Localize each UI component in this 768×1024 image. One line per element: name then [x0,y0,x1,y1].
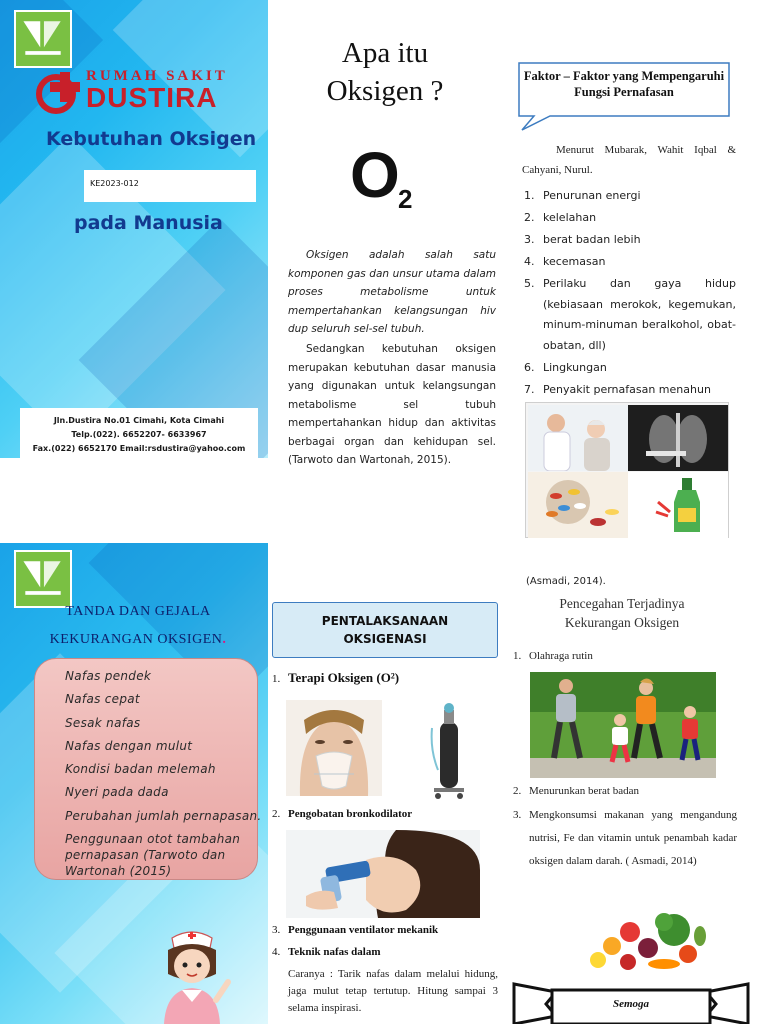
factors-heading: Faktor – Faktor yang Mempengaruhi Fungsi Pernafasan [523,69,725,99]
list-item: 2. kelelahan [524,211,597,224]
list-item: Penggunaan otot tambahan pernapasan (Tarwoto dan Wartonah (2015) [65,832,241,879]
intro-paragraph-2: Sedangkan kebutuhan oksigen merupakan kebutuhan dasar manusia yang digunakan untuk kelangsungan metabolisme sel tubuh mempertahankan hidup dan aktivitas berbagai organ dan kehidupan sel. (Tarwoto dan Wartonah, 2015). [288,343,496,466]
brand-subtitle: RUMAH SAKIT [86,68,228,84]
cover-title-line2: pada Manusia [74,212,223,234]
list-item: 5. Perilaku dan gaya hidup (kebiasaan merokok, kegemukan, minum-minuman beralkohol, obat-obatan, dll) [524,277,736,352]
intro-title: Apa itu Oksigen ? [326,37,444,107]
doctor-patient-image [528,405,628,471]
family-jogging-image [530,672,716,778]
alcohol-bottle-image [628,472,728,538]
treatment-item-oxygen: 1. Terapi Oksigen (O²) [272,670,400,685]
inhaler-image [286,830,480,918]
document-code: KE2023-012 [84,170,256,202]
list-item: 1. Penurunan energi [524,189,641,202]
green-logo-icon [14,10,72,68]
factors-image-grid [525,402,729,538]
oxygen-mask-image [286,700,382,796]
list-item: Kondisi badan melemah [65,762,216,777]
list-item: 3. berat badan lebih [524,233,641,246]
address-line: Jln.Dustira No.01 Cimahi, Kota Cimahi [53,416,225,425]
treatment-heading: PENTALAKSANAAN OKSIGENASI [272,602,498,658]
list-item: 4. kecemasan [524,255,606,268]
treatment-item-bronchodilator: 2. Pengobatan bronkodilator [272,808,413,820]
brand-name: DUSTIRA [86,82,218,113]
prevention-item-exercise: 1. Olahraga rutin [513,650,593,662]
symptoms-heading: TANDA DAN GEJALA KEKURANGAN OKSIGEN. [49,604,227,647]
pills-image [528,472,628,538]
treatment-item-deep-breathing: 4. Teknik nafas dalam [272,946,381,958]
closing-banner [512,980,750,1024]
factors-source: Menurut Mubarak, Wahit Iqbal & Cahyani, Nurul. [522,144,736,176]
address-block [20,408,258,458]
oxygen-tank-image [428,700,468,800]
vegetables-image [578,904,714,980]
list-item: 6. Lingkungan [524,360,607,374]
breathing-instructions: Caranya : Tarik nafas dalam melalui hidung, jaga mulut tetap tertutup. Hitung sampai 3 selama inspirasi. [288,968,498,1014]
nurse-illustration [150,928,234,1024]
intro-paragraph-1: Oksigen adalah salah satu komponen gas dan unsur utama dalam proses metabolisme untuk mempertahankan kelangsungan hiv dup seluruh sel-sel tubuh. [288,249,496,335]
fax-email-line: Fax.(022) 6652170 Email:rsdustira@yahoo.com [32,444,246,453]
o2-symbol: O 2 [350,139,413,214]
symptoms-list [65,668,265,886]
treatment-item-ventilator: 3. Penggunaan ventilator mekanik [272,924,439,936]
list-item: Nafas cepat [65,692,140,707]
factors-citation: (Asmadi, 2014). [526,576,606,587]
closing-banner-text: Semoga [612,998,650,1010]
list-item: Nyeri pada dada [65,785,169,800]
list-item: Nafas pendek [65,669,152,683]
factors-heading-callout [518,62,730,132]
lung-xray-image [628,405,728,471]
list-item: 7. Penyakit pernafasan menahun [524,382,711,396]
list-item: Nafas dengan mulut [65,738,193,753]
prevention-item-weight: 2. Menurunkan berat badan [513,785,639,797]
list-item: Sesak nafas [65,715,141,730]
prevention-heading: Pencegahan Terjadinya Kekurangan Oksigen [559,596,685,630]
factors-list [524,186,736,402]
prevention-item-nutrition: 3. Mengkonsumsi makanan yang mengandung nutrisi, Fe dan vitamin untuk penambah kadar oksigen dalam darah. ( Asmadi, 2014) [513,809,737,867]
hospital-brand [34,66,254,118]
phone-line: Telp.(022). 6652207- 6633967 [71,430,207,439]
list-item: Perubahan jumlah pernapasan. [65,808,262,823]
red-cross-icon [34,68,82,116]
cover-title-line1: Kebutuhan Oksigen [46,128,257,150]
